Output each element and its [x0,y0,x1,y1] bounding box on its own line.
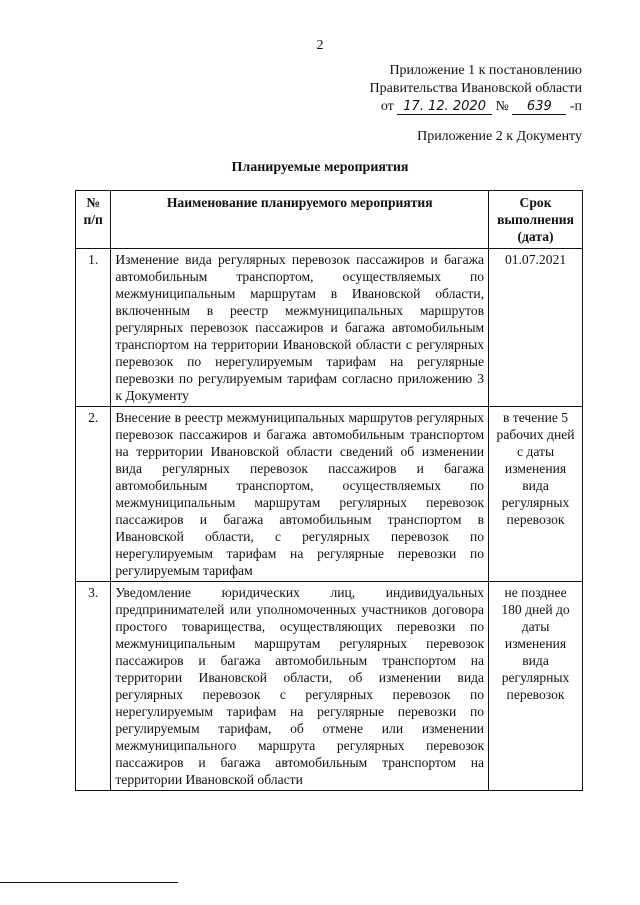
row-number: 1. [76,249,111,407]
number-label: № [495,99,509,114]
measures-table [75,190,583,791]
handwritten-date: 17. 12. 2020 [397,100,492,115]
number-suffix: -п [569,99,582,114]
document-header [322,62,582,116]
table-row [76,249,583,407]
handwritten-number: 639 [512,100,566,115]
header-name: Наименование планируемого мероприятия [111,191,489,249]
header-date-number-line [322,98,582,116]
table-header-row [76,191,583,249]
row-number: 3. [76,582,111,791]
header-date: Срок выполнения (дата) [489,191,583,249]
table-row [76,407,583,582]
row-deadline: 01.07.2021 [489,249,583,407]
footnote-divider [0,882,178,883]
header-line-2: Правительства Ивановской области [369,81,582,96]
from-label: от [380,99,394,114]
page-number: 2 [316,38,324,53]
header-line-1: Приложение 1 к постановлению [389,63,582,78]
row-measure: Изменение вида регулярных перевозок пассажиров и багажа автомобильным транспортом, осуществляемых по межмуниципальным маршрутам в Ивановской области, включенным в реестр межмуниципальных маршрутов регулярных перевозок пассажиров и багажа автомобильным транспортом на территории Ивановской области с регулярных перевозок по нерегулируемым тарифам на регулярные перевозки по регулируемым тарифам согласно приложению 3 к Документу [111,249,489,407]
table-row [76,582,583,791]
row-deadline: в течение 5 рабочих дней с даты изменения вида регулярных перевозок [489,407,583,582]
page-title: Планируемые мероприятия [231,160,409,175]
row-number: 2. [76,407,111,582]
row-measure: Внесение в реестр межмуниципальных маршрутов регулярных перевозок пассажиров и багажа автомобильным транспортом на территории Ивановской области сведений об изменении вида регулярных перевозок пассажиров и багажа автомобильным транспортом, осуществляемых по межмуниципальным маршрутам регулярных перевозок пассажиров и багажа автомобильным транспортом в Ивановской области, с регулярных перевозок по нерегулируемым тарифам на регулярные перевозки по регулируемым тарифам [111,407,489,582]
appendix-label: Приложение 2 к Документу [417,129,582,144]
row-measure: Уведомление юридических лиц, индивидуальных предпринимателей или уполномоченных участников договора простого товарищества, осуществляющих перевозки по межмуниципальным маршрутам регулярных перевозок пассажиров и багажа автомобильным транспортом на территории Ивановской области, об изменении вида регулярных перевозок с регулярных перевозок по нерегулируемым тарифам на регулярные перевозки по регулируемым тарифам, об отмене или изменении межмуниципального маршрута регулярных перевозок пассажиров и багажа автомобильным транспортом на территории Ивановской области [111,582,489,791]
header-num: № п/п [76,191,111,249]
row-deadline: не позднее 180 дней до даты изменения вида регулярных перевозок [489,582,583,791]
